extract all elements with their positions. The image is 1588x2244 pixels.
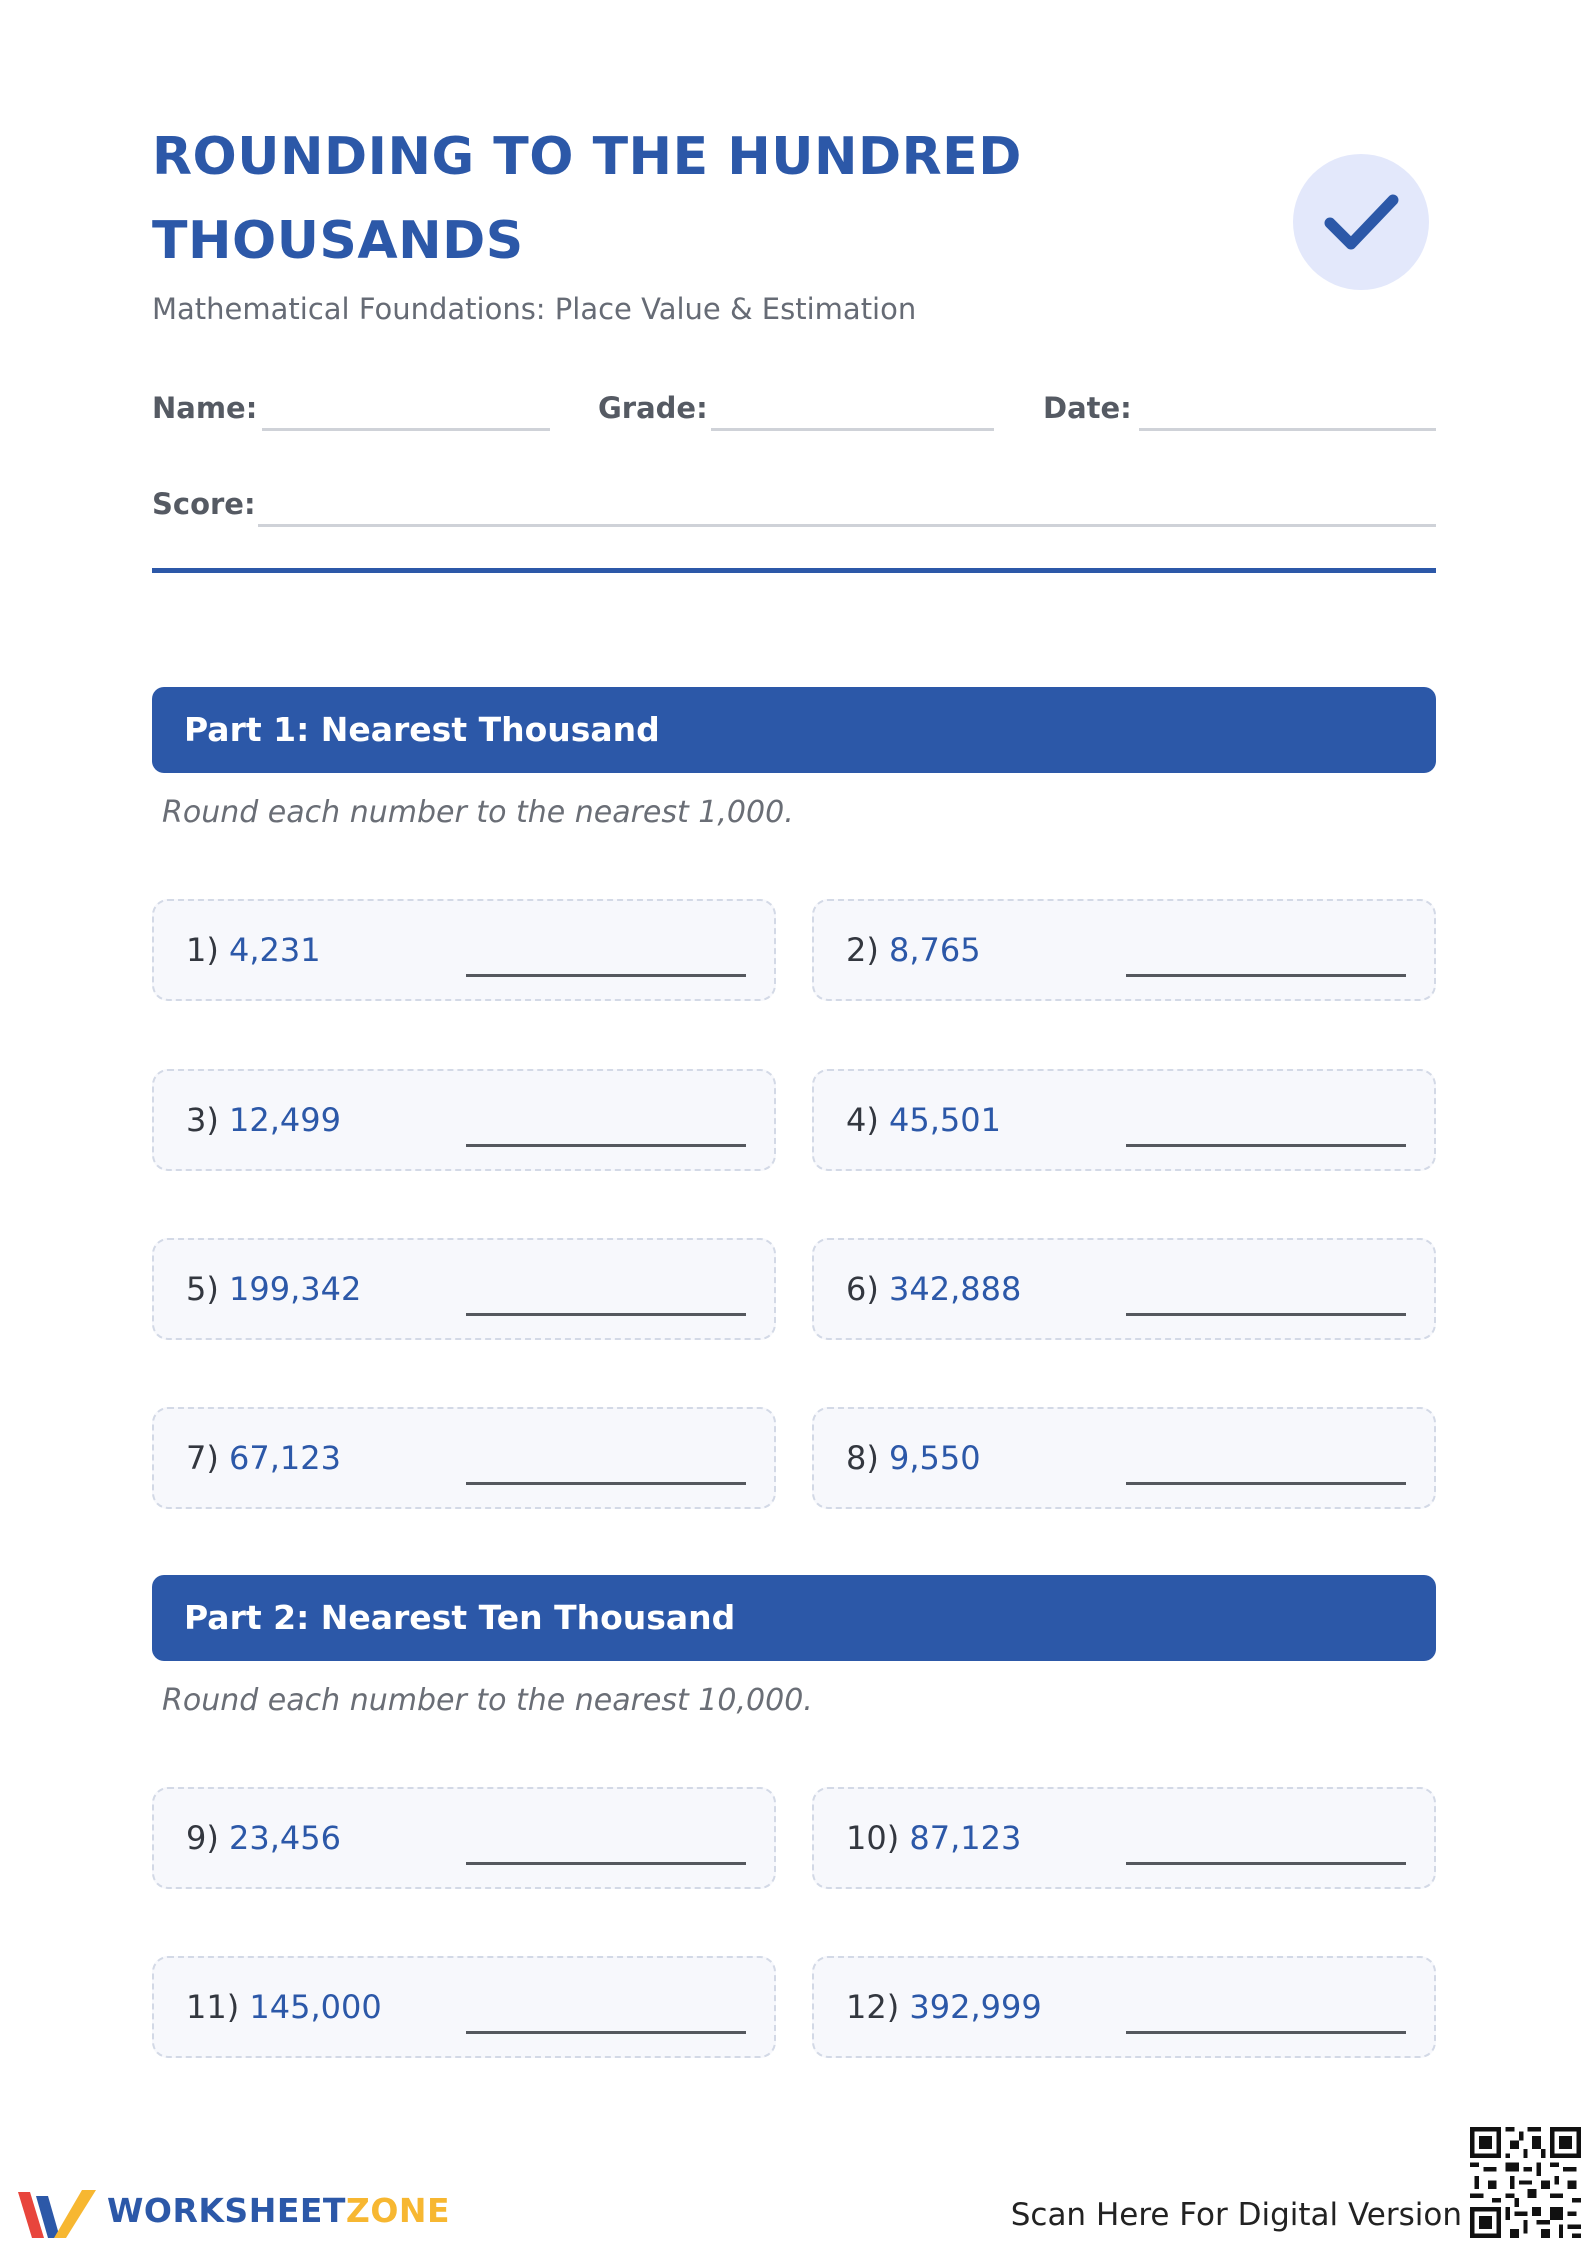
problem-label <box>846 1071 1001 1169</box>
check-badge <box>1293 154 1429 290</box>
problem-card-8 <box>812 1407 1436 1509</box>
problem-value: 145,000 <box>249 1988 382 2026</box>
problem-number: 12) <box>846 1988 900 2026</box>
problem-number: 4) <box>846 1101 879 1139</box>
problem-number: 7) <box>186 1439 219 1477</box>
problem-label <box>846 1789 1021 1887</box>
problem-label <box>846 1409 981 1507</box>
problem-card-4 <box>812 1069 1436 1171</box>
problem-number: 10) <box>846 1819 900 1857</box>
problem-value: 199,342 <box>229 1270 362 1308</box>
problem-card-7 <box>152 1407 776 1509</box>
name-label: Name: <box>152 391 258 425</box>
part2-title: Part 2: Nearest Ten Thousand <box>184 1598 736 1637</box>
score-label: Score: <box>152 487 256 521</box>
answer-line[interactable] <box>466 1482 746 1485</box>
problem-label <box>186 1240 361 1338</box>
header-divider <box>152 568 1436 573</box>
grade-label: Grade: <box>598 391 708 425</box>
score-field[interactable] <box>258 524 1436 527</box>
answer-line[interactable] <box>466 1862 746 1865</box>
problem-number: 9) <box>186 1819 219 1857</box>
answer-line[interactable] <box>466 2031 746 2034</box>
problem-label <box>186 1409 341 1507</box>
problem-label <box>186 901 321 999</box>
worksheetzone-logo-text <box>107 2189 450 2233</box>
answer-line[interactable] <box>466 974 746 977</box>
grade-field[interactable] <box>711 428 994 431</box>
page-subtitle: Mathematical Foundations: Place Value & Estimation <box>152 292 917 326</box>
problem-value: 45,501 <box>889 1101 1001 1139</box>
problem-card-12 <box>812 1956 1436 2058</box>
qr-code-icon[interactable] <box>1470 2127 1581 2238</box>
problem-card-6 <box>812 1238 1436 1340</box>
problem-label <box>846 1240 1021 1338</box>
problem-value: 392,999 <box>909 1988 1042 2026</box>
problem-label <box>186 1958 382 2056</box>
answer-line[interactable] <box>1126 2031 1406 2034</box>
problem-card-3 <box>152 1069 776 1171</box>
problem-label <box>186 1071 341 1169</box>
problem-number: 11) <box>186 1988 240 2026</box>
logo-text-zone: ZONE <box>345 2191 451 2230</box>
problem-card-10 <box>812 1787 1436 1889</box>
answer-line[interactable] <box>1126 1144 1406 1147</box>
problem-number: 2) <box>846 931 879 969</box>
problem-number: 3) <box>186 1101 219 1139</box>
name-field[interactable] <box>262 428 550 431</box>
answer-line[interactable] <box>1126 1313 1406 1316</box>
problem-value: 23,456 <box>229 1819 341 1857</box>
part1-header <box>152 687 1436 773</box>
problem-number: 8) <box>846 1439 879 1477</box>
problem-card-5 <box>152 1238 776 1340</box>
problem-number: 1) <box>186 931 219 969</box>
answer-line[interactable] <box>466 1313 746 1316</box>
problem-value: 8,765 <box>889 931 981 969</box>
checkmark-icon <box>1321 182 1401 262</box>
problem-number: 5) <box>186 1270 219 1308</box>
answer-line[interactable] <box>1126 1862 1406 1865</box>
problem-label <box>846 901 981 999</box>
logo-text-worksheet: WORKSHEET <box>107 2191 346 2230</box>
part1-title: Part 1: Nearest Thousand <box>184 710 660 749</box>
problem-value: 342,888 <box>889 1270 1022 1308</box>
answer-line[interactable] <box>1126 1482 1406 1485</box>
problem-card-2 <box>812 899 1436 1001</box>
problem-card-1 <box>152 899 776 1001</box>
answer-line[interactable] <box>1126 974 1406 977</box>
problem-value: 67,123 <box>229 1439 341 1477</box>
part2-instructions: Round each number to the nearest 10,000. <box>162 1683 813 1718</box>
answer-line[interactable] <box>466 1144 746 1147</box>
part1-instructions: Round each number to the nearest 1,000. <box>162 795 794 830</box>
problem-card-9 <box>152 1787 776 1889</box>
page-title: ROUNDING TO THE HUNDRED THOUSANDS <box>152 127 1022 271</box>
part2-header <box>152 1575 1436 1661</box>
problem-value: 12,499 <box>229 1101 341 1139</box>
problem-value: 9,550 <box>889 1439 981 1477</box>
problem-value: 4,231 <box>229 931 321 969</box>
problem-card-11 <box>152 1956 776 2058</box>
worksheetzone-logo-icon <box>16 2186 98 2240</box>
scan-caption: Scan Here For Digital Version <box>1010 2197 1462 2233</box>
problem-value: 87,123 <box>909 1819 1022 1857</box>
problem-label <box>846 1958 1042 2056</box>
problem-label <box>186 1789 341 1887</box>
date-field[interactable] <box>1139 428 1436 431</box>
date-label: Date: <box>1043 391 1132 425</box>
problem-number: 6) <box>846 1270 879 1308</box>
